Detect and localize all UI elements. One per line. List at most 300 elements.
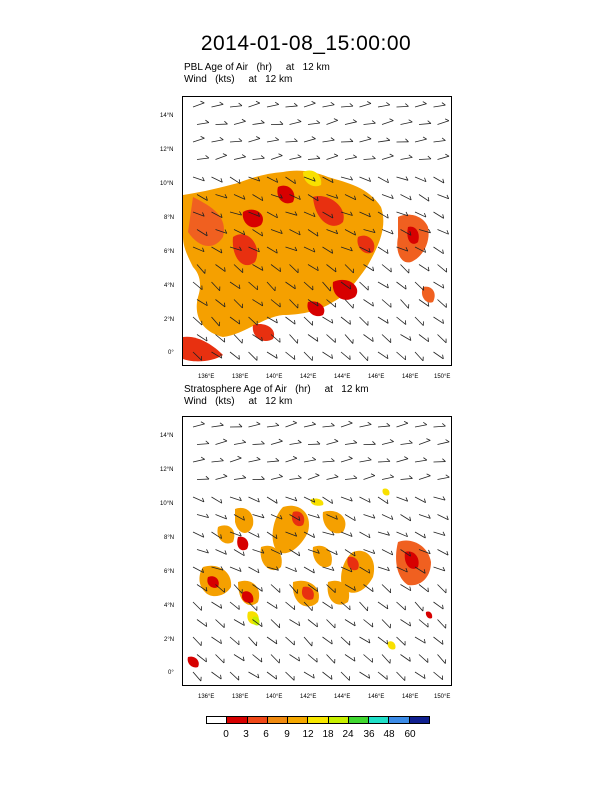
wind-barb-flag: [242, 440, 245, 442]
wind-barb-flag: [428, 121, 431, 124]
wind-barb-flag: [261, 476, 264, 479]
wind-barb: [378, 140, 390, 142]
wind-barb: [415, 497, 426, 503]
pbl-lon-label-140: 140°E: [266, 374, 283, 380]
wind-barb: [378, 282, 388, 288]
wind-barb: [286, 458, 297, 462]
legend-label-18: 18: [322, 729, 334, 740]
wind-barb: [216, 155, 227, 159]
wind-barb-flag: [315, 474, 319, 476]
wind-barb: [438, 265, 447, 273]
wind-barb: [249, 567, 259, 573]
wind-barb-flag: [409, 120, 413, 122]
wind-barb: [327, 620, 335, 628]
wind-barb: [434, 212, 444, 218]
wind-barb: [360, 602, 368, 611]
wind-barb: [216, 620, 225, 628]
wind-barb-flag: [387, 459, 390, 462]
legend-color-box: [329, 717, 349, 723]
wind-barb: [212, 104, 224, 107]
wind-barb: [230, 177, 240, 184]
wind-barb: [360, 637, 370, 643]
legend-label-48: 48: [383, 729, 395, 740]
wind-barb: [415, 282, 424, 290]
wind-barb: [364, 123, 376, 124]
wind-barb: [304, 317, 313, 325]
strat-lon-label-146: 146°E: [368, 694, 385, 700]
wind-barb: [323, 497, 333, 504]
wind-barb: [401, 122, 413, 124]
strat-lon-label-142: 142°E: [300, 694, 317, 700]
wind-barb: [267, 317, 277, 323]
legend-label-6: 6: [263, 729, 269, 740]
wind-barb: [193, 672, 201, 681]
wind-barb: [323, 317, 333, 323]
wind-barb-flag: [353, 155, 357, 157]
wind-barb-flag: [445, 119, 449, 121]
wind-barb-flag: [312, 101, 316, 103]
wind-barb: [397, 532, 408, 537]
wind-barb: [323, 672, 332, 679]
wind-barb: [401, 585, 411, 591]
wind-barb: [438, 156, 450, 159]
strat-lon-label-138: 138°E: [232, 694, 249, 700]
wind-barb-flag: [239, 103, 242, 106]
wind-barb-flag: [404, 421, 408, 423]
strat-lat-label-8: 8°N: [164, 535, 175, 541]
wind-barb: [419, 159, 431, 160]
wind-barb: [438, 550, 449, 556]
wind-barb-flag: [390, 439, 394, 441]
wind-barb: [323, 602, 333, 609]
wind-barb-flag: [276, 423, 279, 426]
wind-barb: [415, 317, 423, 326]
wind-barb: [345, 157, 357, 159]
wind-barb-flag: [261, 120, 264, 123]
wind-barb-flag: [220, 137, 224, 139]
wind-barb: [267, 105, 279, 107]
wind-barb: [378, 105, 390, 107]
wind-barb: [397, 602, 406, 610]
wind-barb-flag: [206, 476, 209, 479]
wind-barb: [415, 637, 425, 643]
wind-barb-flag: [446, 440, 450, 442]
wind-barb: [397, 317, 406, 325]
wind-barb: [345, 655, 355, 662]
wind-barb: [308, 620, 317, 627]
wind-barb: [271, 477, 283, 480]
wind-barb: [193, 637, 201, 646]
wind-barb-flag: [409, 476, 412, 479]
wind-barb: [415, 672, 425, 679]
wind-barb: [234, 620, 244, 626]
wind-barb-flag: [442, 103, 445, 105]
wind-barb: [378, 247, 388, 254]
panel-1-title-line2: Wind (kts) at 12 km: [184, 74, 293, 85]
wind-barb: [382, 335, 391, 343]
wind-barb: [234, 655, 244, 661]
wind-barb-flag: [239, 138, 242, 141]
wind-barb-flag: [242, 119, 246, 121]
map-panel-stratosphere: [182, 416, 452, 686]
wind-barb: [345, 122, 357, 125]
wind-barb: [341, 317, 350, 324]
wind-barb-flag: [317, 441, 320, 444]
wind-barb: [323, 637, 333, 644]
wind-barb: [193, 459, 205, 462]
wind-barb: [438, 477, 450, 479]
wind-barb-flag: [275, 137, 278, 139]
wind-barb: [271, 156, 282, 160]
wind-barb-flag: [409, 155, 412, 157]
wind-barb: [401, 300, 409, 309]
wind-barb: [230, 602, 239, 610]
wind-barb-flag: [276, 458, 279, 461]
wind-barb: [193, 497, 204, 502]
wind-barb-flag: [293, 456, 297, 458]
wind-barb-flag: [331, 423, 334, 426]
wind-barb-flag: [387, 423, 390, 426]
wind-barb: [327, 120, 338, 124]
wind-barb: [290, 335, 298, 344]
wind-barb: [364, 335, 374, 342]
wind-barb: [360, 317, 368, 325]
wind-barb-flag: [405, 139, 408, 142]
strat-lat-label-6: 6°N: [164, 569, 175, 575]
wind-barb: [415, 460, 427, 462]
wind-barb: [234, 550, 244, 556]
wind-barb: [360, 497, 371, 502]
wind-barb-flag: [220, 102, 224, 104]
pbl-lat-label-10: 10°N: [160, 181, 174, 187]
wind-barb-flag: [367, 101, 371, 103]
pbl-lon-label-138: 138°E: [232, 374, 249, 380]
wind-barb: [249, 532, 260, 537]
pbl-lon-label-146: 146°E: [368, 374, 385, 380]
wind-barb: [341, 106, 353, 107]
wind-barb: [360, 672, 370, 678]
strat-lon-label-150: 150°E: [434, 694, 451, 700]
wind-barb-flag: [242, 155, 246, 157]
wind-barb: [323, 461, 335, 462]
wind-barb: [267, 497, 277, 503]
wind-barb-flag: [423, 102, 427, 104]
pbl-lat-label-0: 0°: [168, 350, 174, 356]
wind-barb: [378, 602, 388, 609]
wind-barb-flag: [275, 102, 279, 104]
wind-barb: [397, 637, 406, 645]
wind-barb: [415, 139, 427, 142]
wind-barb-flag: [350, 139, 353, 142]
wind-barb: [438, 121, 449, 125]
wind-barb: [249, 460, 261, 462]
wind-barb-flag: [223, 474, 227, 476]
wind-barb: [327, 335, 336, 343]
wind-barb: [345, 443, 357, 445]
pbl-lon-label-150: 150°E: [434, 374, 451, 380]
wind-barb-flag: [312, 422, 316, 424]
legend-label-24: 24: [342, 729, 354, 740]
wind-barb-flag: [334, 154, 338, 156]
wind-barb: [212, 672, 222, 679]
wind-barb: [364, 655, 373, 663]
wind-barb: [304, 139, 316, 142]
wind-barb: [419, 620, 428, 628]
wind-barb: [382, 477, 394, 479]
wind-barb: [434, 141, 446, 142]
wind-barb: [308, 475, 319, 479]
strat-lat-label-4: 4°N: [164, 603, 175, 609]
wind-barb: [290, 655, 300, 662]
wind-barb-flag: [279, 474, 283, 476]
wind-barb: [323, 426, 335, 427]
wind-barb-flag: [386, 102, 389, 104]
wind-barb-flag: [257, 422, 261, 424]
wind-barb: [360, 103, 371, 107]
wind-barb-flag: [317, 623, 318, 627]
wind-barb: [434, 637, 443, 644]
wind-barb-flag: [206, 441, 209, 444]
wind-barb: [267, 602, 277, 609]
wind-barb: [438, 230, 449, 235]
wind-barb: [304, 567, 314, 573]
wind-barb: [249, 672, 259, 678]
legend-color-box: [268, 717, 288, 723]
wind-barb-flag: [423, 137, 427, 139]
wind-barb: [304, 424, 316, 427]
wind-barb: [438, 515, 449, 520]
strat-lat-label-10: 10°N: [160, 501, 174, 507]
wind-barb-flag: [334, 439, 338, 441]
wind-barb-flag: [442, 138, 445, 141]
wind-barb-flag: [298, 119, 302, 121]
wind-barb: [378, 426, 390, 427]
strat-lat-label-0: 0°: [168, 670, 174, 676]
pbl-age-of-air-field: [183, 170, 435, 361]
wind-barb-flag: [405, 104, 408, 107]
wind-barb-flag: [238, 456, 242, 458]
wind-barb: [193, 602, 201, 610]
wind-barb: [378, 497, 388, 504]
wind-barb: [419, 335, 429, 342]
wind-barb: [323, 352, 333, 359]
pbl-lon-label-144: 144°E: [334, 374, 351, 380]
wind-barb: [286, 567, 297, 572]
wind-barb: [434, 282, 444, 288]
wind-barb: [341, 423, 352, 427]
wind-barb: [364, 585, 374, 592]
wind-barb-flag: [220, 458, 223, 461]
wind-barb: [434, 317, 444, 324]
wind-barb-flag: [350, 103, 353, 106]
wind-barb-flag: [371, 474, 375, 476]
pbl-lat-label-12: 12°N: [160, 147, 174, 153]
wind-barb: [212, 602, 222, 608]
wind-barb: [401, 265, 409, 274]
wind-barb: [434, 426, 446, 427]
wind-barb: [212, 140, 224, 142]
wind-barb: [415, 177, 426, 182]
wind-barb: [419, 195, 429, 202]
wind-barb: [364, 300, 374, 307]
wind-barb: [397, 282, 407, 289]
wind-barb-flag: [298, 475, 301, 478]
wind-barb: [249, 138, 260, 142]
strat-lat-label-14: 14°N: [160, 433, 174, 439]
wind-barb: [290, 478, 302, 479]
wind-barb: [249, 103, 260, 107]
wind-barb-flag: [353, 120, 357, 122]
wind-barb: [382, 585, 391, 593]
wind-barb: [230, 458, 241, 462]
wind-barb: [345, 335, 353, 344]
wind-barb: [271, 620, 280, 628]
panel-2-title-line2: Wind (kts) at 12 km: [184, 396, 293, 407]
wind-barb: [216, 476, 228, 479]
wind-barb-flag: [353, 440, 356, 443]
wind-barb: [438, 300, 447, 308]
wind-barb: [286, 106, 298, 107]
wind-barb-flag: [386, 138, 389, 141]
legend-color-box: [410, 717, 429, 723]
wind-barb: [360, 282, 369, 290]
pbl-lat-label-2: 2°N: [164, 317, 175, 323]
wind-barb-flag: [298, 155, 302, 157]
wind-barb-flag: [280, 121, 283, 124]
panel-2-title-line1: Stratosphere Age of Air (hr) at 12 km: [184, 384, 369, 395]
wind-barb: [327, 441, 339, 444]
wind-barb-flag: [294, 139, 297, 142]
legend-color-box: [389, 717, 409, 723]
wind-barb: [434, 247, 444, 254]
wind-barb: [230, 352, 239, 359]
wind-barb: [249, 352, 257, 360]
wind-barb: [360, 460, 372, 462]
wind-barb: [378, 637, 388, 644]
wind-barb-flag: [205, 120, 208, 122]
wind-barb: [212, 425, 224, 427]
wind-barb: [271, 585, 280, 593]
wind-barb: [308, 158, 320, 159]
wind-barb: [378, 672, 387, 680]
wind-barb-flag: [256, 136, 260, 138]
wind-barb: [434, 672, 443, 680]
wind-barb: [290, 620, 300, 626]
wind-barb: [382, 121, 393, 125]
wind-barb-flag: [354, 476, 357, 479]
strat-lon-label-144: 144°E: [334, 694, 351, 700]
wind-barb: [286, 637, 295, 645]
wind-barb: [401, 335, 411, 341]
wind-barb: [382, 620, 390, 629]
wind-barb-flag: [261, 156, 264, 159]
wind-barb-flag: [442, 423, 445, 426]
wind-barb-flag: [423, 422, 427, 424]
wind-barb: [230, 672, 239, 680]
wind-barb: [197, 620, 207, 627]
wind-barb-flag: [428, 588, 429, 592]
wind-barb-flag: [200, 101, 204, 103]
wind-barb: [193, 103, 204, 107]
wind-barb: [197, 158, 209, 159]
wind-barb: [253, 655, 262, 663]
wind-barb: [286, 602, 295, 610]
wind-barb: [230, 141, 242, 142]
strat-lon-label-140: 140°E: [266, 694, 283, 700]
wind-barb: [327, 655, 335, 664]
wind-barb: [304, 637, 312, 646]
strat-lon-label-136: 136°E: [198, 694, 215, 700]
wind-barb: [415, 602, 423, 611]
wind-barb: [415, 532, 425, 538]
wind-barb: [327, 477, 339, 480]
wind-barb-flag: [317, 120, 320, 123]
legend-label-0: 0: [223, 729, 229, 740]
wind-barb: [267, 672, 277, 679]
wind-barb: [401, 157, 413, 159]
wind-barb: [397, 106, 409, 107]
wind-barb: [197, 655, 206, 662]
wind-barb: [434, 177, 444, 183]
wind-barb-flag: [426, 439, 430, 441]
wind-barb-flag: [220, 423, 223, 426]
wind-barb-flag: [331, 458, 334, 461]
wind-barb: [360, 425, 372, 427]
pbl-lat-label-6: 6°N: [164, 249, 175, 255]
wind-barb: [249, 424, 261, 427]
wind-barb: [249, 637, 257, 646]
wind-barb: [234, 478, 246, 480]
wind-barb-flag: [331, 102, 335, 104]
wind-barb-flag: [239, 424, 242, 427]
wind-barb: [360, 532, 370, 538]
wind-barb: [438, 335, 447, 343]
color-legend: [206, 716, 430, 724]
wind-barb: [419, 265, 429, 272]
pbl-lon-label-148: 148°E: [402, 374, 419, 380]
wind-barb: [438, 655, 446, 664]
wind-barb-flag: [201, 457, 205, 459]
wind-barb: [308, 123, 320, 124]
wind-barb-flag: [372, 156, 375, 159]
wind-barb-flag: [390, 154, 394, 156]
wind-barb: [308, 335, 318, 342]
legend-label-12: 12: [302, 729, 314, 740]
strat-lon-label-148: 148°E: [402, 694, 419, 700]
wind-barb: [249, 497, 260, 502]
map-panel-pbl: [182, 96, 452, 366]
main-title: 2014-01-08_15:00:00: [200, 32, 412, 55]
wind-barb-flag: [317, 156, 320, 159]
wind-barb: [212, 461, 224, 462]
wind-barb-flag: [201, 422, 205, 424]
legend-color-box: [369, 717, 389, 723]
legend-color-box: [288, 717, 308, 723]
wind-barb: [345, 478, 357, 479]
wind-barb: [304, 352, 312, 361]
wind-barb-flag: [242, 475, 245, 478]
wind-barb: [286, 352, 295, 360]
pbl-lat-label-4: 4°N: [164, 283, 175, 289]
pbl-lat-label-14: 14°N: [160, 113, 174, 119]
legend-color-box: [248, 717, 268, 723]
wind-barb: [397, 423, 408, 427]
wind-barb: [323, 105, 335, 107]
wind-barb: [382, 156, 393, 160]
wind-barb: [401, 655, 411, 662]
panel-1-title-line1: PBL Age of Air (hr) at 12 km: [184, 62, 330, 73]
wind-barb: [401, 195, 412, 200]
